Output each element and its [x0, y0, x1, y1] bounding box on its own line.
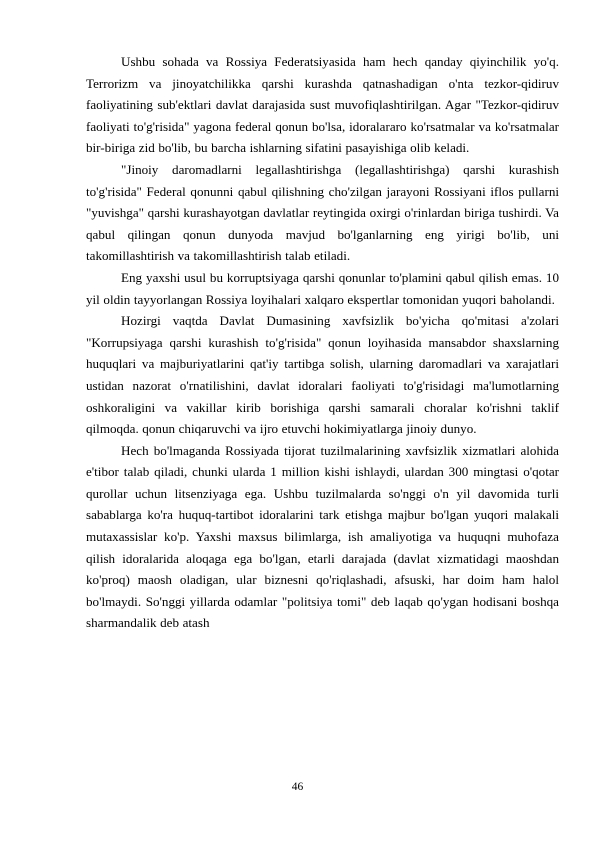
- paragraph: Eng yaxshi usul bu korruptsiyaga qarshi qonunlar to'plamini qabul qilish emas. 10 yil oldin tayyorlangan Rossiya loyihalari xalqaro ekspertlar tomonidan yuqori baholandi.: [86, 269, 559, 307]
- paragraph: "Jinoiy daromadlarni legallashtirishga (legallashtirishga) qarshi kurashish to'g'risida" Federal qonunni qabul qilishning cho'zilgan jarayoni Rossiyani iflos pullarni "yuvishga" qarshi kurashayotgan davlatlar reytingida oxirgi o'rinlardan biriga tushirdi. Va qabul qilingan qonun dunyoda mavjud bo'lganlarning eng yirigi bo'lib, uni takomillashtirish va takomillashtirish talab etiladi.: [86, 161, 559, 264]
- paragraph: Ushbu sohada va Rossiya Federatsiyasida ham hech qanday qiyinchilik yo'q. Terrorizm va jinoyatchilikka qarshi kurashda qatnashadigan o'nta tezkor-qidiruv faoliyatining sub'ektlari davlat darajasida sust muvofiqlashtirilgan. Agar "Tezkor-qidiruv faoliyati to'g'risida" yagona federal qonun bo'lsa, idoralararo ko'rsatmalar va ko'rsatmalar bir-biriga zid bo'lib, bu barcha ishlarning sifatini pasayishiga olib keladi.: [86, 54, 559, 156]
- page-number: 46: [291, 781, 304, 793]
- paragraph: Hech bo'lmaganda Rossiyada tijorat tuzilmalarining xavfsizlik xizmatlari alohida e'tibor talab qiladi, chunki ularda 1 million kishi ishlaydi, ulardan 300 mingtasi o'qotar qurollar uchun litsenziyaga ega. Ushbu tuzilmalarda so'nggi o'n yil davomida turli sabablarga ko'ra huquq-tartibot idoralarini tark etishga majbur bo'lgan yuqori malakali mutaxassislar ko'p. Yaxshi maxsus bilimlarga, ish amaliyotiga va huquqni muhofaza qilish idoralarida aloqaga ega bo'lgan, etarli darajada (davlat xizmatidagi maoshdan ko'proq) maosh oladigan, ular biznesni qo'riqlashadi, afsuski, har doim ham halol bo'lmaydi. So'nggi yillarda odamlar "politsiya tomi" deb laqab qo'ygan hodisani boshqa sharmandalik deb atash: [86, 442, 559, 631]
- paragraph: Hozirgi vaqtda Davlat Dumasining xavfsizlik bo'yicha qo'mitasi a'zolari "Korrupsiyaga qarshi kurashish to'g'risida" qonun loyihasida mansabdor shaxslarning huquqlari va majburiyatlarini qat'iy tartibga solish, ularning daromadlari va xarajatlari ustidan nazorat o'rnatilishini, davlat idoralari faoliyati to'g'risidagi ma'lumotlarning oshkoraligini va vakillar kirib borishiga qarshi samarali choralar ko'rishni taklif qilmoqda. qonun chiqaruvchi va ijro etuvchi hokimiyatlarga jinoiy dunyo.: [86, 313, 559, 437]
- document-body: [86, 51, 559, 634]
